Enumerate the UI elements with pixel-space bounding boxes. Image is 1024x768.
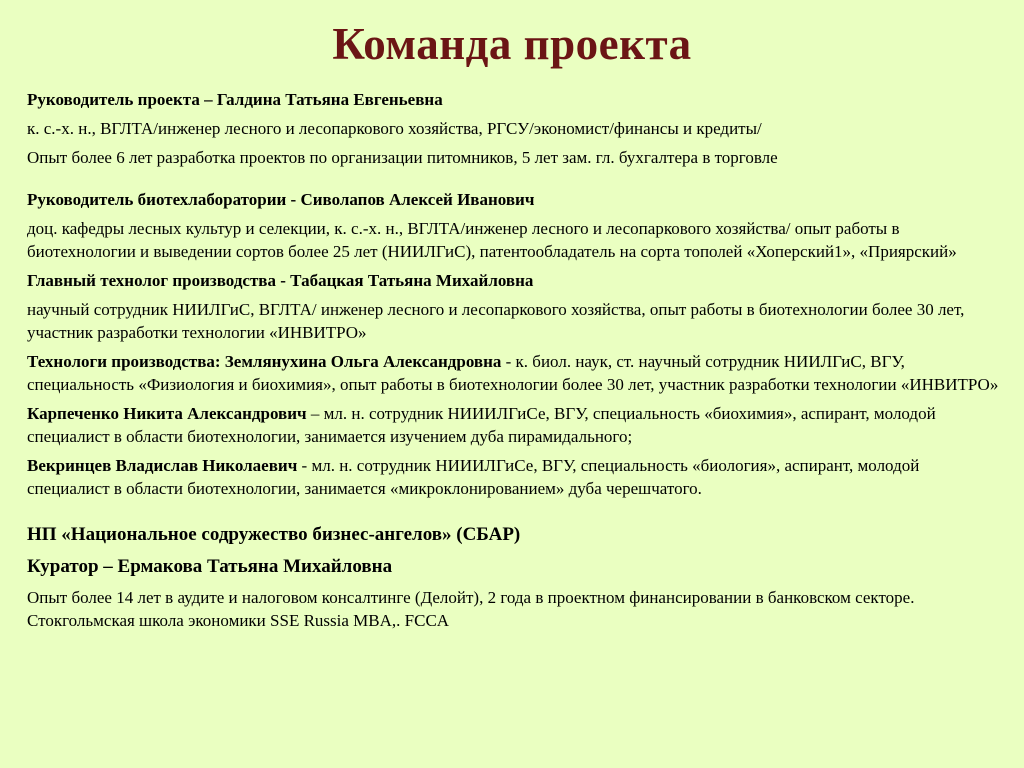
production-technologist-entry xyxy=(27,350,1002,396)
chief-technologist-text: научный сотрудник НИИЛГиС, ВГЛТА/ инженер лесного и лесопаркового хозяйства, опыт работы в биотехнологии более 30 лет, участник разработки технологии «ИНВИТРО» xyxy=(27,300,965,342)
chief-technologist-heading: Главный технолог производства - Табацкая Татьяна Михайловна xyxy=(27,271,534,290)
project-leader-experience: Опыт более 6 лет разработка проектов по организации питомников, 5 лет зам. гл. бухгалтера в торговле xyxy=(27,148,778,167)
veprintsev-name: Векринцев Владислав Николаевич xyxy=(27,456,298,475)
partner-curator: Куратор – Ермакова Татьяна Михайловна xyxy=(27,556,393,577)
slide-title: Команда проекта xyxy=(332,19,692,69)
partner-organization: НП «Национальное содружество бизнес-ангелов» (СБАР) xyxy=(27,524,521,545)
slide-content xyxy=(27,88,1002,638)
veprintsev-text: - мл. н. сотрудник НИИИЛГиСе, ВГУ, специальность «биология», аспирант, молодой специалист в области биотехнологии, занимается «микроклонированием» дуба черешчатого. xyxy=(27,456,920,498)
partner-curator-text: Опыт более 14 лет в аудите и налоговом консалтинге (Делойт), 2 года в проектном финансировании в банковском секторе. Стокгольмская школа экономики SSE Russia MBA,. FCCA xyxy=(27,588,915,630)
production-technologist-name: Технологи производства: Землянухина Ольга Александровна xyxy=(27,352,502,371)
biotech-lab-leader-text: доц. кафедры лесных культур и селекции, к. с.-х. н., ВГЛТА/инженер лесного и лесопаркового хозяйства/ опыт работы в биотехнологии и выведении сортов более 25 лет (НИИЛГиС), патентообладатель на сорта тополей «Хоперский1», «Приярский» xyxy=(27,219,957,261)
karpechenko-name: Карпеченко Никита Александрович xyxy=(27,404,307,423)
karpechenko-entry xyxy=(27,402,1002,448)
veprintsev-entry xyxy=(27,454,1002,500)
production-technologist-text: - к. биол. наук, ст. научный сотрудник НИИЛГиС, ВГУ, специальность «Физиология и биохимия», опыт работы в биотехнологии более 30 лет, участник разработки технологии «ИНВИТРО» xyxy=(27,352,999,394)
project-leader-heading: Руководитель проекта – Галдина Татьяна Евгеньевна xyxy=(27,90,443,109)
project-leader-credentials: к. с.-х. н., ВГЛТА/инженер лесного и лесопаркового хозяйства, РГСУ/экономист/финансы и кредиты/ xyxy=(27,119,762,138)
karpechenko-text: – мл. н. сотрудник НИИИЛГиСе, ВГУ, специальность «биохимия», аспирант, молодой специалист в области биотехнологии, занимается изучением дуба пирамидального; xyxy=(27,404,936,446)
biotech-lab-leader-heading: Руководитель биотехлаборатории - Сиволапов Алексей Иванович xyxy=(27,190,535,209)
